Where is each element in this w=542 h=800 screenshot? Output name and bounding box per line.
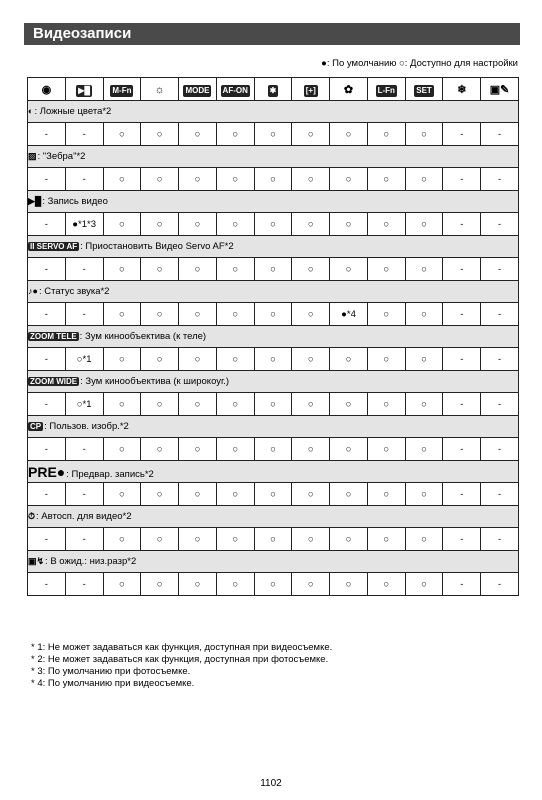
function-label: : Статус звука*2 bbox=[38, 286, 110, 297]
availability-cell: ○ bbox=[405, 258, 443, 281]
illumination-icon: ☼ bbox=[154, 84, 165, 96]
availability-cell: ○ bbox=[141, 168, 179, 191]
availability-cell: - bbox=[28, 213, 66, 236]
function-label: : Запись видео bbox=[42, 196, 108, 207]
function-label-cell bbox=[28, 146, 519, 168]
header-cell bbox=[481, 78, 519, 101]
availability-cell: - bbox=[65, 483, 103, 506]
function-label-cell bbox=[28, 191, 519, 213]
availability-cell: ○ bbox=[141, 123, 179, 146]
availability-cell: ○ bbox=[216, 303, 254, 326]
availability-cell: - bbox=[65, 303, 103, 326]
availability-cell: ○ bbox=[216, 438, 254, 461]
function-value-row bbox=[28, 213, 519, 236]
availability-cell: - bbox=[481, 573, 519, 596]
availability-cell: ○ bbox=[367, 393, 405, 416]
availability-cell: ○ bbox=[405, 438, 443, 461]
function-label: : "Зебра"*2 bbox=[37, 151, 86, 162]
availability-cell: ○ bbox=[367, 483, 405, 506]
availability-cell: ○ bbox=[141, 303, 179, 326]
header-cell bbox=[65, 78, 103, 101]
function-label: : Ложные цвета*2 bbox=[34, 106, 112, 117]
function-value-row bbox=[28, 258, 519, 281]
function-label: : В ожид.: низ.разр*2 bbox=[45, 556, 137, 567]
standby-low-res-icon: ▣↯ bbox=[28, 556, 45, 566]
availability-cell: - bbox=[65, 168, 103, 191]
function-label-row bbox=[28, 101, 519, 123]
availability-cell: ○ bbox=[367, 348, 405, 371]
availability-cell: ●*4 bbox=[330, 303, 368, 326]
availability-cell: ○ bbox=[179, 123, 217, 146]
availability-cell: ○ bbox=[254, 258, 292, 281]
availability-cell: ○ bbox=[103, 168, 141, 191]
footnote: * 1: Не может задаваться как функция, доступная при видеосъемке. bbox=[31, 642, 333, 653]
function-label-cell bbox=[28, 101, 519, 123]
availability-cell: ○ bbox=[179, 528, 217, 551]
availability-cell: - bbox=[481, 258, 519, 281]
availability-cell: ○*1 bbox=[65, 393, 103, 416]
availability-cell: ○ bbox=[141, 528, 179, 551]
availability-cell: ○ bbox=[367, 213, 405, 236]
availability-cell: - bbox=[443, 528, 481, 551]
header-cell bbox=[103, 78, 141, 101]
availability-cell: - bbox=[481, 168, 519, 191]
availability-cell: - bbox=[443, 123, 481, 146]
availability-cell: ○ bbox=[292, 213, 330, 236]
availability-cell: - bbox=[481, 348, 519, 371]
header-cell bbox=[292, 78, 330, 101]
availability-cell: ○ bbox=[141, 438, 179, 461]
function-label-row bbox=[28, 281, 519, 303]
mode-icon: MODE bbox=[185, 86, 210, 95]
availability-cell: ○ bbox=[216, 123, 254, 146]
availability-cell: ○ bbox=[367, 123, 405, 146]
availability-cell: ○ bbox=[179, 573, 217, 596]
availability-cell: - bbox=[28, 393, 66, 416]
self-timer-icon: ⏱ bbox=[28, 511, 36, 521]
availability-cell: ○ bbox=[254, 168, 292, 191]
availability-cell: ○ bbox=[330, 528, 368, 551]
availability-cell: ○ bbox=[103, 438, 141, 461]
function-label: : Пользов. изобр.*2 bbox=[44, 421, 129, 432]
availability-cell: ○ bbox=[254, 303, 292, 326]
availability-cell: - bbox=[65, 573, 103, 596]
availability-cell: ○ bbox=[292, 438, 330, 461]
availability-cell: ○ bbox=[216, 348, 254, 371]
function-label-row bbox=[28, 551, 519, 573]
availability-cell: ○ bbox=[292, 303, 330, 326]
page-number: 1102 bbox=[260, 778, 282, 789]
availability-cell: - bbox=[65, 528, 103, 551]
function-table bbox=[27, 77, 519, 596]
availability-cell: - bbox=[28, 258, 66, 281]
function-label: : Предвар. запись*2 bbox=[66, 468, 154, 480]
function-value-row bbox=[28, 393, 519, 416]
availability-cell: - bbox=[28, 348, 66, 371]
availability-cell: ○*1 bbox=[65, 348, 103, 371]
availability-cell: - bbox=[443, 393, 481, 416]
sound-status-icon: ♪● bbox=[28, 286, 38, 296]
availability-cell: - bbox=[65, 258, 103, 281]
availability-cell: - bbox=[28, 123, 66, 146]
availability-cell: - bbox=[443, 573, 481, 596]
availability-cell: ○ bbox=[330, 438, 368, 461]
pause-servo-af-icon: II SERVO AF bbox=[30, 242, 78, 251]
availability-cell: ○ bbox=[179, 393, 217, 416]
availability-cell: ○ bbox=[179, 348, 217, 371]
availability-cell: ○ bbox=[292, 483, 330, 506]
availability-cell: - bbox=[28, 483, 66, 506]
availability-cell: ○ bbox=[216, 213, 254, 236]
function-label-cell bbox=[28, 326, 519, 348]
custom-picture-icon: CP bbox=[30, 422, 42, 431]
availability-cell: ○ bbox=[179, 438, 217, 461]
availability-cell: ○ bbox=[405, 168, 443, 191]
function-label-cell bbox=[28, 236, 519, 258]
availability-cell: ○ bbox=[216, 393, 254, 416]
availability-cell: ○ bbox=[405, 123, 443, 146]
legend: ●: По умолчанию ○: Доступно для настройки bbox=[321, 58, 518, 69]
availability-cell: ○ bbox=[179, 258, 217, 281]
function-label-cell bbox=[28, 371, 519, 393]
movie-record-icon: ▶█ bbox=[28, 196, 42, 206]
availability-cell: ○ bbox=[254, 483, 292, 506]
availability-cell: ○ bbox=[103, 258, 141, 281]
availability-cell: ○ bbox=[216, 528, 254, 551]
availability-cell: ●*1*3 bbox=[65, 213, 103, 236]
availability-cell: ○ bbox=[103, 483, 141, 506]
availability-cell: ○ bbox=[405, 483, 443, 506]
function-label-cell bbox=[28, 281, 519, 303]
movie-camera-icon: ▶█ bbox=[78, 86, 91, 95]
header-cell bbox=[216, 78, 254, 101]
function-label: : Зум кинообъектива (к широкоуг.) bbox=[80, 376, 230, 387]
header-cell bbox=[367, 78, 405, 101]
set-icon: SET bbox=[416, 86, 432, 95]
footnote: * 4: По умолчанию при видеосъемке. bbox=[31, 678, 195, 689]
function-label-row bbox=[28, 191, 519, 213]
availability-cell: - bbox=[65, 123, 103, 146]
availability-cell: ○ bbox=[254, 528, 292, 551]
availability-cell: - bbox=[481, 123, 519, 146]
availability-cell: ○ bbox=[367, 438, 405, 461]
availability-cell: - bbox=[443, 348, 481, 371]
availability-cell: - bbox=[443, 258, 481, 281]
availability-cell: ○ bbox=[141, 393, 179, 416]
header-cell bbox=[254, 78, 292, 101]
function-value-row bbox=[28, 528, 519, 551]
availability-cell: ○ bbox=[254, 348, 292, 371]
m-fn-icon: M-Fn bbox=[112, 86, 132, 95]
availability-cell: - bbox=[443, 213, 481, 236]
availability-cell: ○ bbox=[141, 573, 179, 596]
availability-cell: ○ bbox=[103, 393, 141, 416]
function-value-row bbox=[28, 303, 519, 326]
lens-ring-icon: ✿ bbox=[343, 84, 354, 96]
availability-cell: - bbox=[481, 483, 519, 506]
availability-cell: ○ bbox=[330, 168, 368, 191]
l-fn-icon: L-Fn bbox=[377, 86, 395, 95]
zoom-wide-icon: ZOOM WIDE bbox=[30, 377, 78, 386]
header-cell bbox=[443, 78, 481, 101]
availability-cell: ○ bbox=[216, 168, 254, 191]
pre-record-icon: PRE● bbox=[28, 463, 66, 480]
page-title: Видеозаписи bbox=[24, 23, 520, 45]
availability-cell: ○ bbox=[292, 168, 330, 191]
ae-lock-icon: ✱ bbox=[269, 86, 277, 95]
availability-cell: ○ bbox=[141, 348, 179, 371]
availability-cell: ○ bbox=[367, 303, 405, 326]
function-label-row bbox=[28, 326, 519, 348]
availability-cell: - bbox=[481, 303, 519, 326]
eye-icon: ◉ bbox=[41, 84, 52, 96]
function-label-row bbox=[28, 461, 519, 483]
function-label: : Автосп. для видео*2 bbox=[36, 511, 132, 522]
availability-cell: ○ bbox=[405, 573, 443, 596]
availability-cell: ○ bbox=[216, 483, 254, 506]
availability-cell: ○ bbox=[292, 573, 330, 596]
availability-cell: ○ bbox=[330, 213, 368, 236]
function-label-row bbox=[28, 506, 519, 528]
availability-cell: - bbox=[28, 168, 66, 191]
header-cell bbox=[405, 78, 443, 101]
availability-cell: - bbox=[481, 213, 519, 236]
header-cell bbox=[330, 78, 368, 101]
availability-cell: ○ bbox=[405, 303, 443, 326]
function-label: : Приостановить Видео Servo AF*2 bbox=[80, 241, 234, 252]
availability-cell: ○ bbox=[103, 528, 141, 551]
availability-cell: - bbox=[481, 393, 519, 416]
availability-cell: - bbox=[65, 438, 103, 461]
availability-cell: ○ bbox=[292, 258, 330, 281]
availability-cell: ○ bbox=[367, 528, 405, 551]
availability-cell: ○ bbox=[216, 573, 254, 596]
availability-cell: ○ bbox=[254, 393, 292, 416]
availability-cell: - bbox=[28, 438, 66, 461]
function-label-row bbox=[28, 146, 519, 168]
function-label-row bbox=[28, 371, 519, 393]
availability-cell: ○ bbox=[330, 258, 368, 281]
function-label: : Зум кинообъектива (к теле) bbox=[79, 331, 207, 342]
availability-cell: ○ bbox=[405, 528, 443, 551]
availability-cell: - bbox=[443, 303, 481, 326]
battery-grip-icon: ▣✎ bbox=[489, 84, 510, 96]
availability-cell: ○ bbox=[103, 123, 141, 146]
availability-cell: ○ bbox=[330, 483, 368, 506]
availability-cell: ○ bbox=[405, 213, 443, 236]
availability-cell: ○ bbox=[330, 348, 368, 371]
availability-cell: ○ bbox=[367, 573, 405, 596]
availability-cell: ○ bbox=[367, 258, 405, 281]
footnote: * 2: Не может задаваться как функция, доступная при фотосъемке. bbox=[31, 654, 329, 665]
availability-cell: ○ bbox=[254, 573, 292, 596]
multi-controller-icon: ❄ bbox=[457, 84, 467, 96]
availability-cell: ○ bbox=[330, 573, 368, 596]
footnote: * 3: По умолчанию при фотосъемке. bbox=[31, 666, 191, 677]
function-label-cell bbox=[28, 416, 519, 438]
zoom-tele-icon: ZOOM TELE bbox=[30, 332, 77, 341]
availability-cell: ○ bbox=[216, 258, 254, 281]
availability-cell: ○ bbox=[254, 123, 292, 146]
zebra-icon: ▨ bbox=[28, 151, 37, 161]
availability-cell: - bbox=[481, 438, 519, 461]
availability-cell: ○ bbox=[141, 483, 179, 506]
availability-cell: ○ bbox=[179, 168, 217, 191]
false-color-icon: ◐ bbox=[28, 106, 34, 116]
function-value-row bbox=[28, 483, 519, 506]
availability-cell: ○ bbox=[405, 393, 443, 416]
availability-cell: - bbox=[443, 168, 481, 191]
availability-cell: ○ bbox=[141, 258, 179, 281]
availability-cell: - bbox=[28, 303, 66, 326]
function-label-cell bbox=[28, 506, 519, 528]
availability-cell: - bbox=[28, 573, 66, 596]
function-label-row bbox=[28, 416, 519, 438]
header-row bbox=[28, 78, 519, 101]
availability-cell: ○ bbox=[254, 213, 292, 236]
af-point-icon: [+] bbox=[305, 86, 316, 95]
availability-cell: ○ bbox=[179, 213, 217, 236]
function-label-cell bbox=[28, 551, 519, 573]
header-cell bbox=[141, 78, 179, 101]
availability-cell: ○ bbox=[367, 168, 405, 191]
function-value-row bbox=[28, 348, 519, 371]
header-cell bbox=[179, 78, 217, 101]
availability-cell: ○ bbox=[103, 213, 141, 236]
availability-cell: ○ bbox=[103, 348, 141, 371]
availability-cell: - bbox=[481, 528, 519, 551]
availability-cell: ○ bbox=[103, 573, 141, 596]
availability-cell: ○ bbox=[179, 483, 217, 506]
availability-cell: ○ bbox=[292, 348, 330, 371]
availability-cell: - bbox=[28, 528, 66, 551]
availability-cell: ○ bbox=[141, 213, 179, 236]
function-label-row bbox=[28, 236, 519, 258]
availability-cell: ○ bbox=[254, 438, 292, 461]
function-value-row bbox=[28, 573, 519, 596]
af-on-icon: AF-ON bbox=[222, 86, 248, 95]
availability-cell: ○ bbox=[292, 123, 330, 146]
function-value-row bbox=[28, 168, 519, 191]
availability-cell: - bbox=[443, 438, 481, 461]
availability-cell: ○ bbox=[292, 393, 330, 416]
availability-cell: ○ bbox=[292, 528, 330, 551]
availability-cell: ○ bbox=[330, 393, 368, 416]
footnotes bbox=[31, 642, 332, 690]
function-value-row bbox=[28, 438, 519, 461]
header-cell bbox=[28, 78, 66, 101]
function-label-cell bbox=[28, 461, 519, 483]
availability-cell: ○ bbox=[103, 303, 141, 326]
availability-cell: - bbox=[443, 483, 481, 506]
availability-cell: ○ bbox=[179, 303, 217, 326]
function-value-row bbox=[28, 123, 519, 146]
availability-cell: ○ bbox=[330, 123, 368, 146]
availability-cell: ○ bbox=[405, 348, 443, 371]
